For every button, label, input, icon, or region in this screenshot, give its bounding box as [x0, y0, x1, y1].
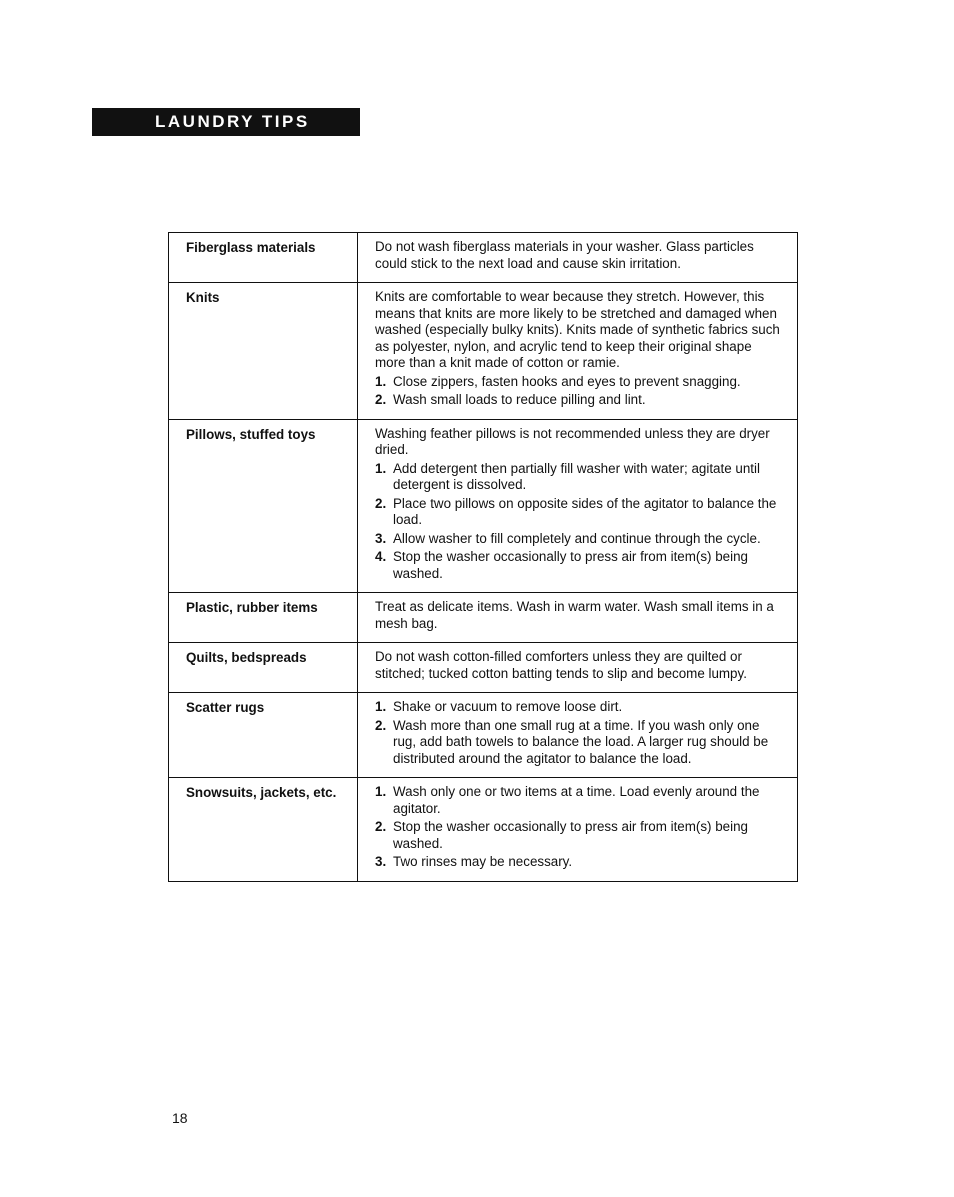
list-item	[375, 461, 785, 494]
row-label: Pillows, stuffed toys	[169, 419, 358, 593]
row-label: Scatter rugs	[169, 693, 358, 778]
step-list	[375, 699, 785, 767]
step-number: 2.	[375, 495, 387, 511]
list-item	[375, 784, 785, 817]
list-item	[375, 531, 785, 548]
row-intro-text: Treat as delicate items. Wash in warm water. Wash small items in a mesh bag.	[375, 599, 774, 631]
row-label: Quilts, bedspreads	[169, 643, 358, 693]
step-list	[375, 461, 785, 583]
step-text: Wash only one or two items at a time. Load evenly around the agitator.	[393, 784, 760, 816]
list-item	[375, 854, 785, 871]
row-intro-text: Do not wash cotton-filled comforters unless they are quilted or stitched; tucked cotton batting tends to slip and become lumpy.	[375, 649, 747, 681]
step-number: 2.	[375, 392, 387, 407]
row-instructions	[358, 643, 798, 693]
row-instructions	[358, 778, 798, 882]
step-text: Two rinses may be necessary.	[393, 854, 573, 869]
list-item	[375, 392, 785, 409]
step-number: 2.	[375, 819, 387, 834]
step-number: 2.	[375, 717, 387, 733]
laundry-tips-body	[169, 233, 798, 882]
step-number: 1.	[375, 699, 387, 714]
row-label: Knits	[169, 283, 358, 420]
row-label: Fiberglass materials	[169, 233, 358, 283]
row-label: Snowsuits, jackets, etc.	[169, 778, 358, 882]
step-number: 4.	[375, 549, 387, 564]
step-number: 1.	[375, 460, 387, 476]
step-text: Place two pillows on opposite sides of the agitator to balance the load.	[393, 495, 777, 527]
row-instructions	[358, 419, 798, 593]
step-text: Stop the washer occasionally to press air from item(s) being washed.	[393, 549, 749, 581]
row-instructions	[358, 233, 798, 283]
step-text: Allow washer to fill completely and continue through the cycle.	[393, 530, 761, 546]
list-item	[375, 718, 785, 768]
laundry-tips-table	[168, 232, 798, 882]
step-text: Wash more than one small rug at a time. If you wash only one rug, add bath towels to balance the load. A larger rug should be distributed around the agitator to balance the load.	[393, 717, 769, 766]
section-title: LAUNDRY TIPS	[155, 112, 310, 131]
step-number: 1.	[375, 784, 387, 799]
table-row	[169, 419, 798, 593]
table-row	[169, 593, 798, 643]
list-item	[375, 549, 785, 582]
list-item	[375, 496, 785, 529]
table-row	[169, 778, 798, 882]
table-row	[169, 693, 798, 778]
step-number: 3.	[375, 854, 387, 869]
table-row	[169, 233, 798, 283]
row-intro-text: Knits are comfortable to wear because they stretch. However, this means that knits are more likely to be stretched and damaged when washed (especially bulky knits). Knits made of synthetic fabrics such as polyester, nylon, and acrylic tend to keep their original shape more than a knit made of cotton or ramie.	[375, 289, 780, 370]
row-instructions	[358, 283, 798, 420]
step-list	[375, 784, 785, 871]
step-number: 1.	[375, 373, 387, 389]
step-text: Shake or vacuum to remove loose dirt.	[393, 699, 623, 714]
section-header	[92, 108, 360, 136]
row-intro-text: Do not wash fiberglass materials in your washer. Glass particles could stick to the next load and cause skin irritation.	[375, 239, 754, 271]
row-label: Plastic, rubber items	[169, 593, 358, 643]
row-instructions	[358, 593, 798, 643]
list-item	[375, 819, 785, 852]
table-row	[169, 283, 798, 420]
page-number: 18	[172, 1110, 188, 1126]
step-number: 3.	[375, 530, 387, 546]
step-list	[375, 374, 785, 409]
step-text: Close zippers, fasten hooks and eyes to prevent snagging.	[393, 373, 741, 389]
row-instructions	[358, 693, 798, 778]
step-text: Wash small loads to reduce pilling and lint.	[393, 392, 646, 407]
step-text: Add detergent then partially fill washer with water; agitate until detergent is dissolved.	[393, 460, 760, 492]
table-row	[169, 643, 798, 693]
list-item	[375, 699, 785, 716]
list-item	[375, 374, 785, 391]
row-intro-text: Washing feather pillows is not recommended unless they are dryer dried.	[375, 425, 770, 457]
step-text: Stop the washer occasionally to press air from item(s) being washed.	[393, 819, 749, 851]
